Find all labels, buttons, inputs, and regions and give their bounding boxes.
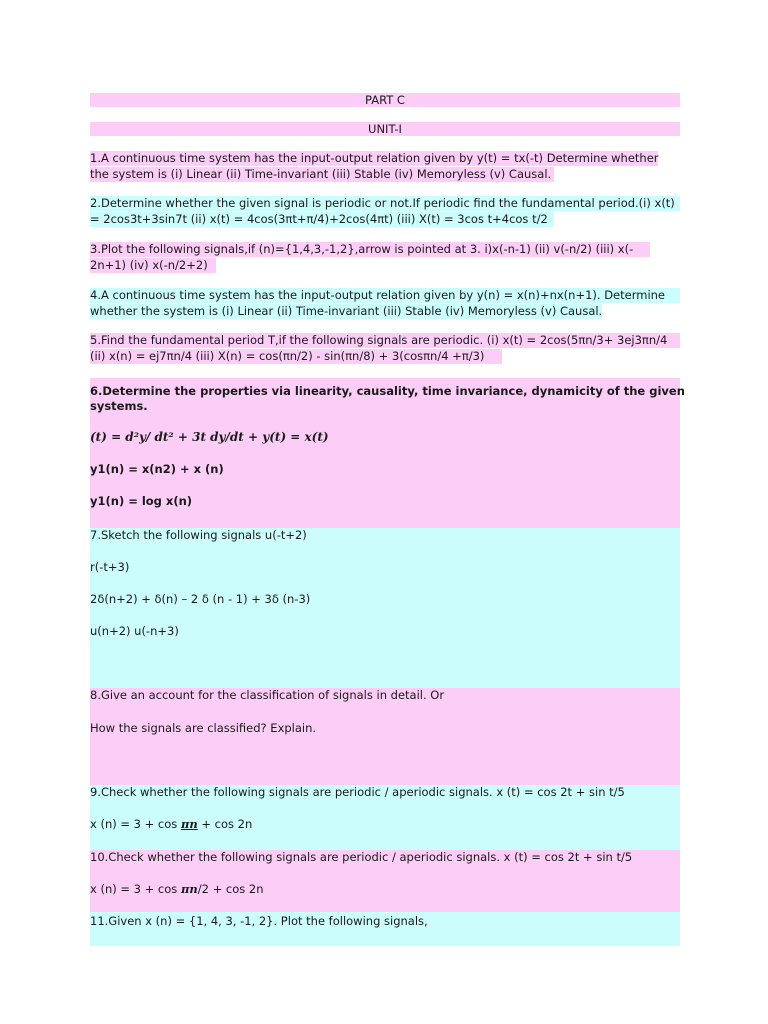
question-3-line-2: 2n+1) (iv) x(-n/2+2) [90, 258, 208, 272]
question-1-line-2: the system is (i) Linear (ii) Time-invariant (iii) Stable (iv) Memoryless (v) Causal. [90, 167, 552, 181]
question-9-line-2-math: πn [180, 817, 198, 831]
question-10-line-2 [90, 882, 263, 897]
unit-header: UNIT-I [368, 122, 402, 136]
question-4-line-1: 4.A continuous time system has the input-output relation given by y(n) = x(n)+nx(n+1). Determine [90, 288, 665, 302]
question-5-line-1: 5.Find the fundamental period T,if the following signals are periodic. (i) x(t) = 2cos(5πn/3+ 3ej3πn/4 [90, 333, 668, 347]
part-header: PART C [365, 93, 405, 107]
question-2-line-1: 2.Determine whether the given signal is periodic or not.If periodic find the fundamental period.(i) x(t) [90, 196, 675, 210]
question-2-line-2: = 2cos3t+3sin7t (ii) x(t) = 4cos(3πt+π/4)+2cos(4πt) (iii) X(t) = 3cos t+4cos t/2 [90, 212, 548, 226]
q7-block-highlight [90, 528, 680, 688]
question-9-line-2-prefix: x (n) = 3 + cos [90, 817, 181, 831]
question-9-line-1: 9.Check whether the following signals are periodic / aperiodic signals. x (t) = cos 2t + sin t/5 [90, 785, 625, 799]
question-7-line-1: 7.Sketch the following signals u(-t+2) [90, 528, 307, 542]
question-7-line-3: 2δ(n+2) + δ(n) – 2 δ (n - 1) + 3δ (n-3) [90, 592, 311, 606]
question-5-line-2: (ii) x(n) = ej7πn/4 (iii) X(n) = cos(πn/2) - sin(πn/8) + 3(cosπn/4 +π/3) [90, 349, 485, 363]
question-7-line-2: r(-t+3) [90, 560, 130, 574]
question-1-line-1: 1.A continuous time system has the input-output relation given by y(t) = tx(-t) Determine whether [90, 151, 659, 165]
question-6-equation-1: (t) = d²y/ dt² + 3t dy/dt + y(t) = x(t) [90, 430, 329, 444]
question-10-line-2-math: πn [180, 882, 198, 896]
question-11-line-1: 11.Given x (n) = {1, 4, 3, -1, 2}. Plot the following signals, [90, 914, 428, 928]
question-9-line-2 [90, 817, 252, 832]
question-8-line-1: 8.Give an account for the classification of signals in detail. Or [90, 688, 445, 702]
question-6-equation-2: y1(n) = x(n2) + x (n) [90, 462, 224, 476]
question-6-line-1: 6.Determine the properties via linearity, causality, time invariance, dynamicity of the given [90, 384, 685, 398]
question-4-line-2: whether the system is (i) Linear (ii) Time-invariant (iii) Stable (iv) Memoryless (v) Causal. [90, 304, 603, 318]
question-7-line-4: u(n+2) u(-n+3) [90, 624, 179, 638]
question-9-line-2-suffix: + cos 2n [197, 817, 253, 831]
question-6-equation-3: y1(n) = log x(n) [90, 494, 193, 508]
question-10-line-1: 10.Check whether the following signals are periodic / aperiodic signals. x (t) = cos 2t + sin t/5 [90, 850, 633, 864]
question-6-line-2: systems. [90, 399, 148, 413]
question-10-line-2-prefix: x (n) = 3 + cos [90, 882, 181, 896]
question-10-line-2-suffix: /2 + cos 2n [197, 882, 264, 896]
question-8-line-2: How the signals are classified? Explain. [90, 721, 317, 735]
question-3-line-1: 3.Plot the following signals,if (n)={1,4,3,-1,2},arrow is pointed at 3. i)x(-n-1) (ii) v(-n/2) (iii) x(- [90, 242, 634, 256]
